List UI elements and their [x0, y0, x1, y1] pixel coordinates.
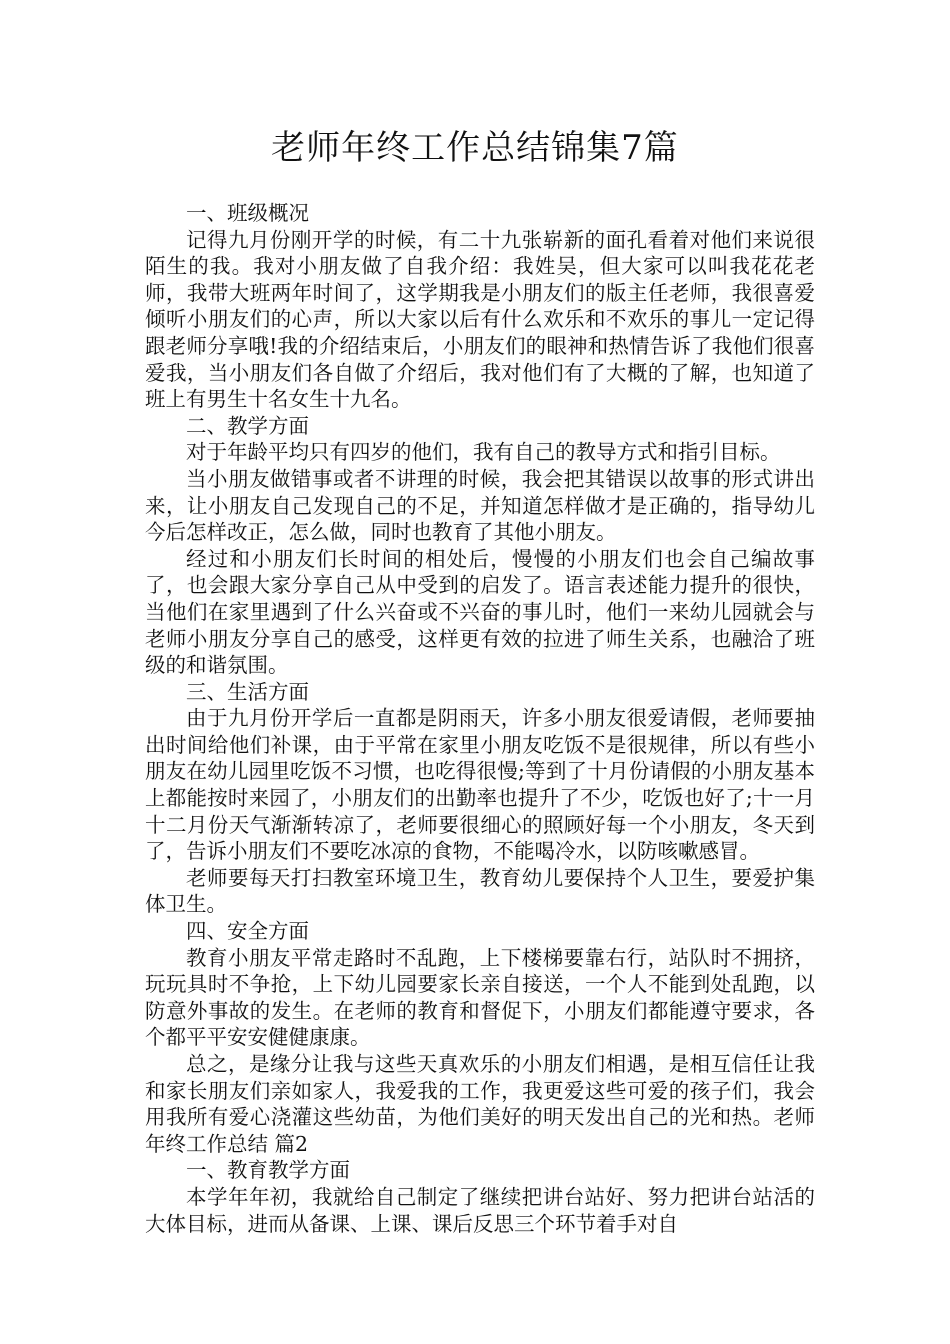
paragraph: 经过和小朋友们长时间的相处后，慢慢的小朋友们也会自己编故事了，也会跟大家分享自己从中受到的启发了。语言表述能力提升的很快，当他们在家里遇到了什么兴奋或不兴奋的事儿时，他们一来幼儿园就会与老师小朋友分享自己的感受，这样更有效的拉进了师生关系，也融洽了班级的和谐氛围。 — [145, 546, 815, 678]
paragraph: 对于年龄平均只有四岁的他们，我有自己的教导方式和指引目标。 — [186, 440, 781, 465]
document-body — [145, 200, 815, 1237]
paragraph: 总之，是缘分让我与这些天真欢乐的小朋友们相遇，是相互信任让我和家长朋友们亲如家人，我爱我的工作，我更爱这些可爱的孩子们，我会用我所有爱心浇灌这些幼苗，为他们美好的明天发出自己的光和热。老师年终工作总结 篇2 — [145, 1052, 815, 1156]
paragraph: 由于九月份开学后一直都是阴雨天，许多小朋友很爱请假，老师要抽出时间给他们补课，由于平常在家里小朋友吃饭不是很规律，所以有些小朋友在幼儿园里吃饭不习惯，也吃得很慢;等到了十月份请假的小朋友基本上都能按时来园了，小朋友们的出勤率也提升了不少，吃饭也好了;十一月十二月份天气渐渐转凉了，老师要很细心的照顾好每一个小朋友，冬天到了，告诉小朋友们不要吃冰凉的食物，不能喝冷水，以防咳嗽感冒。 — [145, 706, 815, 864]
paragraph: 教育小朋友平常走路时不乱跑，上下楼梯要靠右行，站队时不拥挤，玩玩具时不争抢，上下幼儿园要家长亲自接送，一个人不能到处乱跑，以防意外事故的发生。在老师的教育和督促下，小朋友们都能遵守要求，各个都平平安安健健康康。 — [145, 945, 815, 1050]
paragraph: 老师要每天打扫教室环境卫生，教育幼儿要保持个人卫生，要爱护集体卫生。 — [145, 865, 815, 917]
section-heading: 三、生活方面 — [186, 679, 309, 704]
section-heading: 一、教育教学方面 — [186, 1158, 350, 1183]
document-title: 老师年终工作总结锦集7篇 — [271, 128, 679, 168]
paragraph: 记得九月份刚开学的时候，有二十九张崭新的面孔看着对他们来说很陌生的我。我对小朋友做了自我介绍：我姓吴，但大家可以叫我花花老师，我带大班两年时间了，这学期我是小朋友们的版主任老师，我很喜爱倾听小朋友们的心声，所以大家以后有什么欢乐和不欢乐的事儿一定记得跟老师分享哦!我的介绍结束后，小朋友们的眼神和热情告诉了我他们很喜爱我，当小朋友们各自做了介绍后，我对他们有了大概的了解，也知道了班上有男生十名女生十九名。 — [145, 227, 815, 412]
section-heading: 一、班级概况 — [186, 201, 309, 225]
paragraph: 当小朋友做错事或者不讲理的时候，我会把其错误以故事的形式讲出来，让小朋友自己发现自己的不足，并知道怎样做才是正确的，指导幼儿今后怎样改正，怎么做，同时也教育了其他小朋友。 — [145, 466, 815, 545]
section-heading: 四、安全方面 — [186, 919, 309, 944]
section-heading: 二、教学方面 — [186, 413, 309, 438]
paragraph: 本学年年初，我就给自己制定了继续把讲台站好、努力把讲台站活的大体目标，进而从备课、上课、课后反思三个环节着手对自 — [145, 1184, 815, 1236]
